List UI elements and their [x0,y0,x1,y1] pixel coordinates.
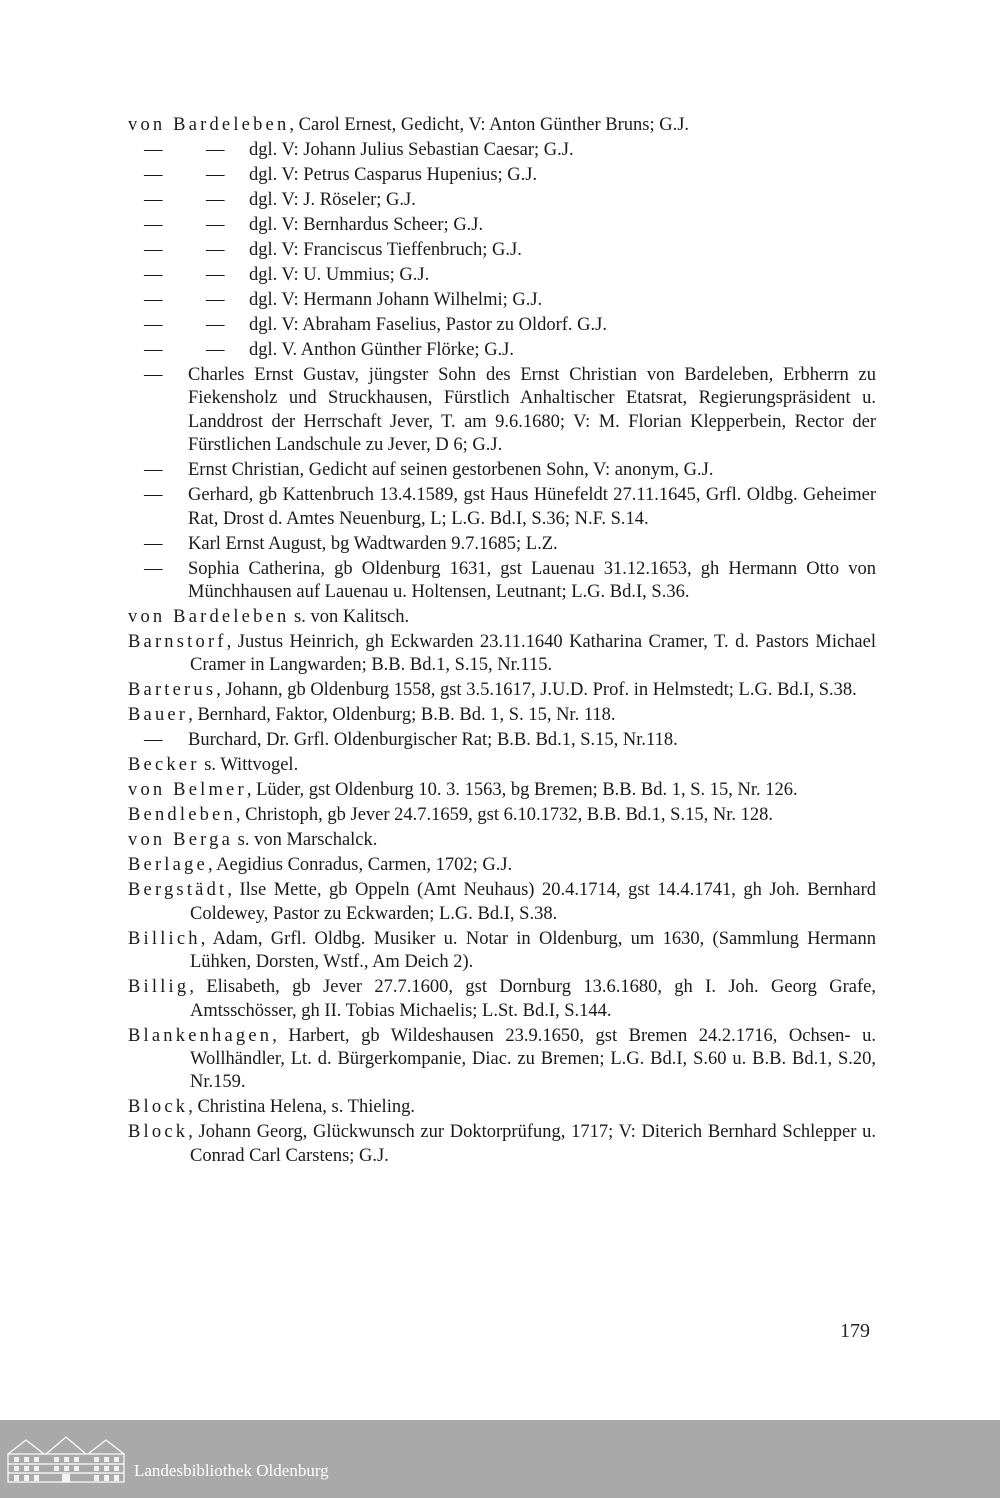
entry-details: , Johann, gb Oldenburg 1558, gst 3.5.1617, J.U.D. Prof. in Helmstedt; L.G. Bd.I, S.38. [216,680,857,701]
entry-details: s. von Kalitsch. [289,607,410,628]
ditto-dash: — [206,165,225,185]
register-entry [128,1096,876,1119]
entry-details: , Carol Ernest, Gedicht, V: Anton Günther Bruns; G.J. [289,115,690,135]
ditto-dash: — [206,340,225,360]
ditto-dash: — [144,460,163,481]
library-name: Landesbibliothek Oldenburg [134,1461,329,1480]
entry-details: , Christina Helena, s. Thieling. [188,1097,415,1118]
register-subentry [128,558,876,605]
entry-surname: Block [128,1097,189,1118]
entry-details: dgl. V. Anthon Günther Flörke; G.J. [249,340,515,360]
register-entry [128,928,876,975]
ditto-dash: — [144,558,163,579]
ditto-dash: — [206,290,225,310]
entry-details: Charles Ernst Gustav, jüngster Sohn des Ernst Christian von Bardeleben, Erbherrn zu Fiekensholz und Struckhausen, Fürstlich Anhaltischer Etatsrat, Regierungspräsident u. Landdrost der Herrschaft Jever, T. am 9.6.1680; V: M. Florian Klepperbein, Rector der Fürstlichen Landschule zu Jever, D 6; G.J. [188,365,876,456]
register-entry [128,114,876,137]
entry-surname: Becker [128,755,200,776]
ditto-dash: — [144,485,163,506]
entry-details: , Aegidius Conradus, Carmen, 1702; G.J. [207,855,513,876]
register-subentry [128,729,876,752]
entry-surname: Bergstädt [128,880,228,901]
entry-surname: von Berga [128,830,234,851]
entry-details: , Elisabeth, gb Jever 27.7.1600, gst Dornburg 13.6.1680, gh I. Joh. Georg Grafe, Amtsschösser, gh II. Tobias Michaelis; L.St. Bd.I, S.144. [189,977,876,1021]
register-subentry [128,484,876,531]
entry-surname: Block [128,1122,189,1143]
entry-details: dgl. V: Hermann Johann Wilhelmi; G.J. [249,290,543,310]
register-entry [128,631,876,678]
ditto-dash: — [206,265,225,285]
entry-details: Ernst Christian, Gedicht auf seinen gestorbenen Sohn, V: anonym, G.J. [188,460,714,481]
entry-details: dgl. V: Bernhardus Scheer; G.J. [249,215,484,235]
entry-details: , Harbert, gb Wildeshausen 23.9.1650, gst Bremen 24.2.1716, Ochsen- u. Wollhändler, Lt. d. Bürgerkompanie, Diac. zu Bremen; L.G. Bd.I, S.60 u. B.B. Bd.1, S.20, Nr.159. [190,1025,876,1093]
footer-bar [0,1420,1000,1498]
entry-surname: Bauer [128,705,189,726]
register-subentry [128,314,876,337]
ditto-dash: — [144,240,163,260]
ditto-dash: — [144,265,163,285]
entry-details: Burchard, Dr. Grfl. Oldenburgischer Rat; B.B. Bd.1, S.15, Nr.118. [188,730,678,751]
register-subentry [128,264,876,287]
register-subentry [128,214,876,237]
entry-surname: von Belmer [128,780,247,801]
entry-details: Karl Ernst August, bg Wadtwarden 9.7.1685; L.Z. [188,533,558,554]
register-subentry [128,239,876,262]
register-entry [128,1025,876,1095]
entry-surname: Barnstorf [128,632,227,653]
entry-details: s. Wittvogel. [199,755,299,776]
register-entry [128,976,876,1023]
register-entry [128,829,876,852]
ditto-dash: — [206,315,225,335]
ditto-dash: — [144,215,163,235]
ditto-dash: — [144,365,163,385]
entry-surname: Billich [128,928,201,949]
ditto-dash: — [144,190,163,210]
entry-details: dgl. V: U. Ummius; G.J. [249,265,430,285]
register-entry [128,606,876,629]
entry-details: , Ilse Mette, gb Oppeln (Amt Neuhaus) 20.4.1714, gst 14.4.1741, gh Joh. Bernhard Coldewey, Pastor zu Eckwarden; L.G. Bd.I, S.38. [190,880,876,924]
register-entry [128,704,876,727]
entry-details: dgl. V: Johann Julius Sebastian Caesar; G.J. [249,140,574,160]
entry-details: , Lüder, gst Oldenburg 10. 3. 1563, bg Bremen; B.B. Bd. 1, S. 15, Nr. 126. [246,780,798,801]
register-subentry [128,289,876,312]
entry-details: , Johann Georg, Glückwunsch zur Doktorprüfung, 1717; V: Diterich Bernhard Schlepper u. Conrad Carl Carstens; G.J. [188,1122,876,1166]
entry-details: dgl. V: Franciscus Tieffenbruch; G.J. [249,240,522,260]
register-entry [128,779,876,802]
entry-details: s. von Marschalck. [233,830,378,851]
ditto-dash: — [144,140,163,160]
register-subentry [128,339,876,362]
entry-details: dgl. V: Petrus Casparus Hupenius; G.J. [249,165,538,185]
entry-details: Gerhard, gb Kattenbruch 13.4.1589, gst Haus Hünefeldt 27.11.1645, Grfl. Oldbg. Geheimer Rat, Drost d. Amtes Neuenburg, L; L.G. Bd.I, S.36; N.F. S.14. [188,485,876,529]
register-entries [128,114,876,1170]
entry-surname: Billig [128,977,190,998]
ditto-dash: — [144,165,163,185]
ditto-dash: — [206,140,225,160]
entry-details: dgl. V: J. Röseler; G.J. [249,190,416,210]
entry-surname: von Bardeleben [128,607,290,628]
entry-details: Sophia Catherina, gb Oldenburg 1631, gst Lauenau 31.12.1653, gh Hermann Otto von Münchhausen auf Lauenau u. Holtensen, Leutnant; L.G. Bd.I, S.36. [188,558,876,603]
register-subentry [128,139,876,162]
register-entry [128,1121,876,1168]
register-entry [128,754,876,777]
register-subentry [128,189,876,212]
ditto-dash: — [144,533,163,554]
register-entry [128,879,876,926]
register-subentry [128,459,876,482]
entry-details: , Christoph, gb Jever 24.7.1659, gst 6.10.1732, B.B. Bd.1, S.15, Nr. 128. [235,805,773,826]
library-building-icon [6,1434,126,1484]
entry-details: , Bernhard, Faktor, Oldenburg; B.B. Bd. 1, S. 15, Nr. 118. [188,705,616,726]
register-entry [128,679,876,702]
register-subentry [128,364,876,458]
entry-surname: Bendleben [128,805,236,826]
register-subentry [128,164,876,187]
ditto-dash: — [144,340,163,360]
entry-details: dgl. V: Abraham Faselius, Pastor zu Oldorf. G.J. [249,315,607,335]
entry-details: , Adam, Grfl. Oldbg. Musiker u. Notar in Oldenburg, um 1630, (Sammlung Hermann Lühken, Dorsten, Wstf., Am Deich 2). [190,928,876,973]
register-entry [128,854,876,877]
ditto-dash: — [206,215,225,235]
ditto-dash: — [206,240,225,260]
ditto-dash: — [144,290,163,310]
entry-surname: von Bardeleben [128,115,290,135]
register-subentry [128,533,876,556]
entry-surname: Barterus [128,680,217,701]
entry-surname: Blankenhagen [128,1025,273,1046]
ditto-dash: — [144,730,163,751]
entry-surname: Berlage [128,855,208,876]
ditto-dash: — [144,315,163,335]
register-entry [128,804,876,827]
ditto-dash: — [206,190,225,210]
entry-details: , Justus Heinrich, gh Eckwarden 23.11.1640 Katharina Cramer, T. d. Pastors Michael Cramer in Langwarden; B.B. Bd.1, S.15, Nr.115. [190,632,876,676]
page-number: 179 [840,1320,870,1342]
